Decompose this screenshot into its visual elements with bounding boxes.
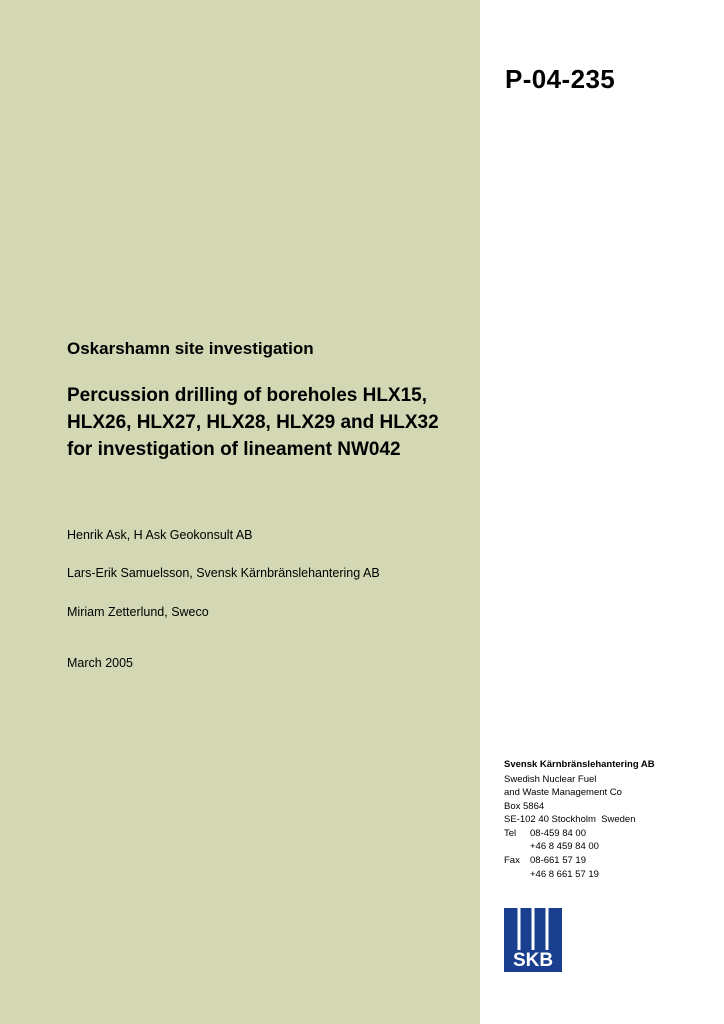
- fax-value: 08-661 57 19: [530, 855, 586, 867]
- publisher-name: Svensk Kärnbränslehantering AB: [504, 759, 655, 770]
- address-line-3: Box 5864: [504, 800, 545, 812]
- author-2: Lars-Erik Samuelsson, Svensk Kärnbränslehantering AB: [67, 566, 380, 581]
- address-line-4: SE-102 40 Stockholm Sweden: [504, 814, 636, 826]
- fax-intl-value: +46 8 661 57 19: [530, 868, 599, 880]
- author-3: Miriam Zetterlund, Sweco: [67, 604, 209, 619]
- svg-text:SKB: SKB: [512, 950, 554, 971]
- fax-row: [504, 854, 719, 868]
- fax-intl-label: [504, 868, 530, 882]
- fax-label: Fax: [504, 855, 520, 867]
- address-line-1: Swedish Nuclear Fuel: [504, 773, 597, 785]
- page-title: Percussion drilling of boreholes HLX15, HLX26, HLX27, HLX28, HLX29 and HLX32 for investigation of lineament NW042: [67, 385, 439, 461]
- report-number: P-04-235: [505, 64, 616, 94]
- skb-logo: [504, 908, 562, 972]
- phone-row: [504, 827, 719, 841]
- author-1: Henrik Ask, H Ask Geokonsult AB: [67, 528, 253, 542]
- title-block: [67, 338, 467, 464]
- phone-intl-row: [504, 840, 719, 854]
- phone-label: Tel: [504, 827, 517, 839]
- fax-intl-row: [504, 868, 719, 882]
- phone-intl-value: +46 8 459 84 00: [530, 841, 599, 853]
- series-title: Oskarshamn site investigation: [67, 339, 314, 358]
- phone-intl-label: [504, 840, 530, 854]
- author-list: [67, 527, 467, 642]
- phone-value: 08-459 84 00: [530, 827, 586, 839]
- publisher-address: [504, 758, 719, 881]
- publication-date: March 2005: [67, 656, 134, 670]
- address-line-2: and Waste Management Co: [504, 787, 622, 799]
